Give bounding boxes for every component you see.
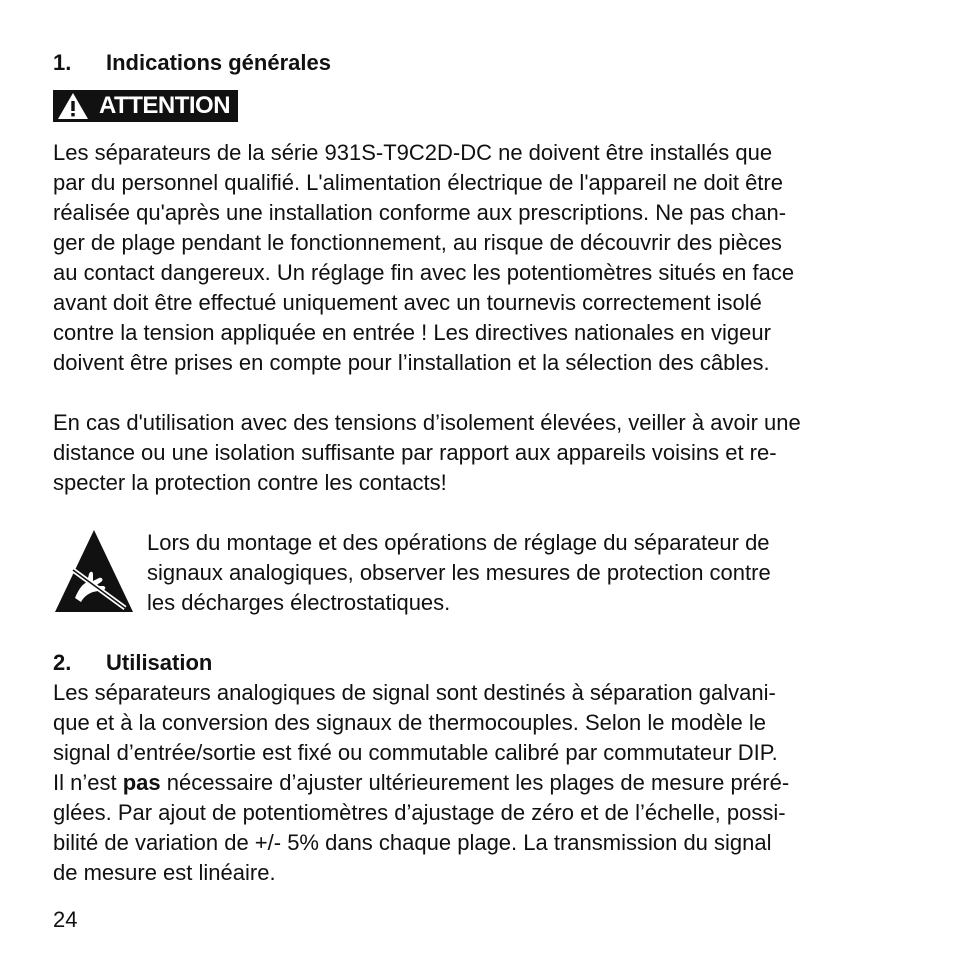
section-2-title: Utilisation xyxy=(106,650,213,675)
section-1-number: 1. xyxy=(53,50,72,75)
text-line: avant doit être effectué uniquement avec un tournevis correctement isolé xyxy=(53,290,762,315)
text-line: contre la tension appliquée en entrée ! Les directives nationales en vigeur xyxy=(53,320,771,345)
text-line: distance ou une isolation suffisante par rapport aux appareils voisins et re- xyxy=(53,440,777,465)
section-2 xyxy=(53,648,903,888)
attention-banner xyxy=(53,90,238,122)
warning-triangle-icon xyxy=(57,92,89,120)
text-line: réalisée qu'après une installation conforme aux prescriptions. Ne pas chan- xyxy=(53,200,787,225)
text-line: specter la protection contre les contacts! xyxy=(53,470,447,495)
text-line: de mesure est linéaire. xyxy=(53,860,276,885)
text-line: bilité de variation de +/- 5% dans chaque plage. La transmission du signal xyxy=(53,830,772,855)
text-fragment: Il n’est xyxy=(53,770,123,795)
text-line: En cas d'utilisation avec des tensions d’isolement élevées, veiller à avoir une xyxy=(53,410,801,435)
esd-notice xyxy=(53,528,903,618)
text-line: par du personnel qualifié. L'alimentation électrique de l'appareil ne doit être xyxy=(53,170,783,195)
text-line: signaux analogiques, observer les mesures de protection contre xyxy=(147,560,771,585)
section-2-number: 2. xyxy=(53,650,72,675)
safety-paragraph xyxy=(53,138,903,378)
esd-paragraph xyxy=(147,528,771,618)
text-line: glées. Par ajout de potentiomètres d’ajustage de zéro et de l’échelle, possi- xyxy=(53,800,786,825)
paragraph-spacer xyxy=(53,378,903,408)
esd-warning-icon xyxy=(53,528,135,614)
text-line: doivent être prises en compte pour l’installation et la sélection des câbles. xyxy=(53,350,770,375)
text-line: ger de plage pendant le fonctionnement, au risque de découvrir des pièces xyxy=(53,230,782,255)
text-line: Les séparateurs analogiques de signal sont destinés à séparation galvani- xyxy=(53,680,776,705)
section-1-heading xyxy=(53,48,903,78)
text-line: Lors du montage et des opérations de réglage du séparateur de xyxy=(147,530,770,555)
text-line: que et à la conversion des signaux de thermocouples. Selon le modèle le xyxy=(53,710,767,735)
isolation-paragraph xyxy=(53,408,903,498)
attention-label: ATTENTION xyxy=(99,92,231,119)
text-line: les décharges électrostatiques. xyxy=(147,590,451,615)
usage-paragraph xyxy=(53,678,903,888)
text-fragment: nécessaire d’ajuster ultérieurement les plages de mesure préré- xyxy=(160,770,790,795)
text-line: signal d’entrée/sortie est fixé ou commutable calibré par commutateur DIP. xyxy=(53,740,778,765)
text-line: au contact dangereux. Un réglage fin avec les potentiomètres situés en face xyxy=(53,260,795,285)
document-page xyxy=(53,48,903,888)
page-number: 24 xyxy=(53,907,78,932)
text-line xyxy=(53,768,903,798)
text-line: Les séparateurs de la série 931S-T9C2D-DC ne doivent être installés que xyxy=(53,140,773,165)
emphasis-pas: pas xyxy=(122,770,161,795)
section-1-title: Indications générales xyxy=(106,50,331,75)
section-2-heading xyxy=(53,648,903,678)
